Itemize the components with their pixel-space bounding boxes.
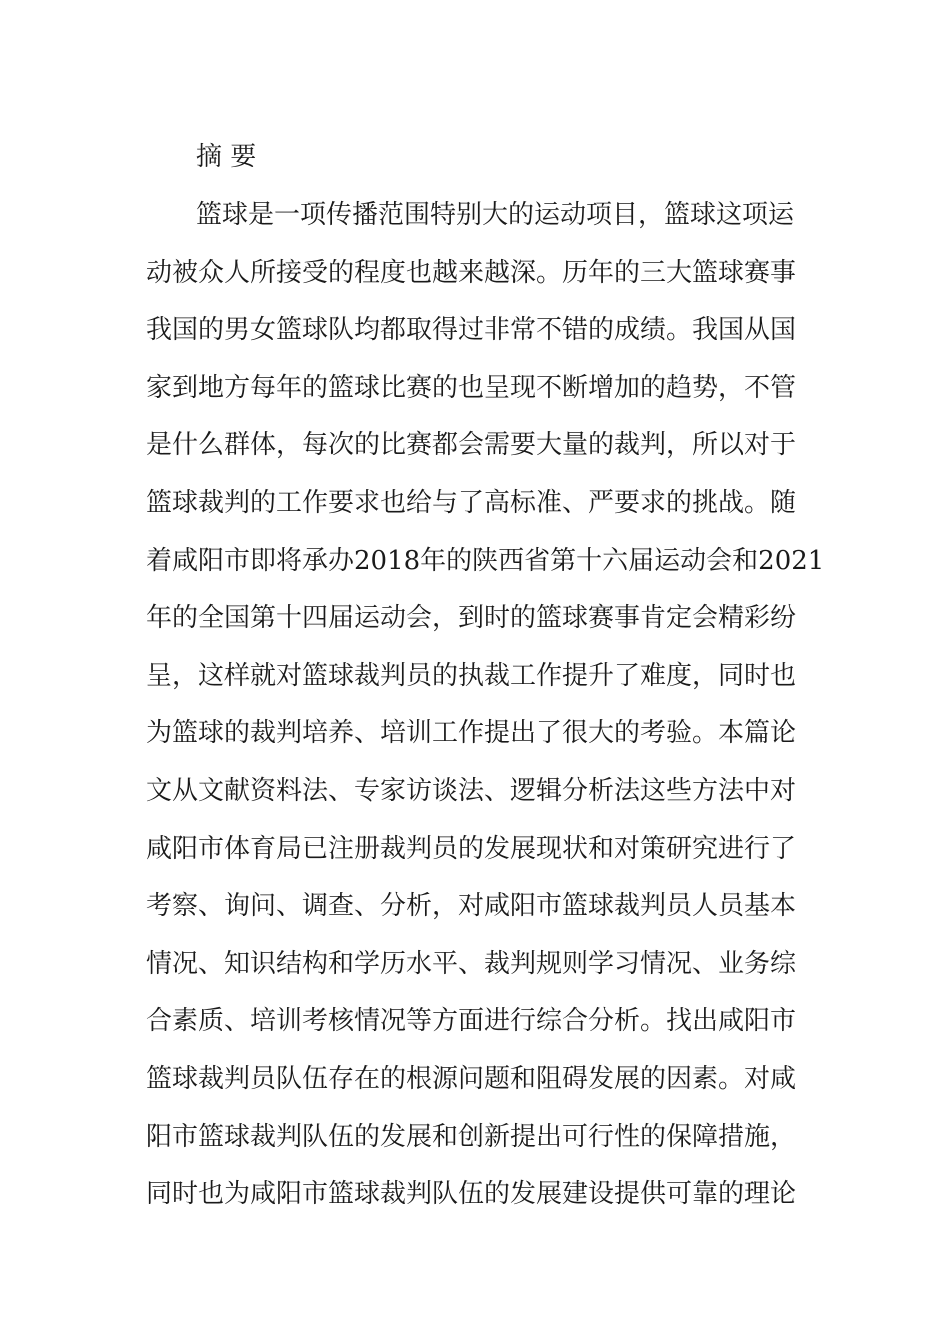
- abstract-line: 阳市篮球裁判队伍的发展和创新提出可行性的保障措施，: [146, 1121, 797, 1152]
- abstract-line: 动被众人所接受的程度也越来越深。历年的三大篮球赛事: [146, 257, 797, 288]
- abstract-line: 为篮球的裁判培养、培训工作提出了很大的考验。本篇论: [146, 718, 797, 749]
- abstract-line: 咸阳市体育局已注册裁判员的发展现状和对策研究进行了: [146, 833, 797, 864]
- abstract-line: 家到地方每年的篮球比赛的也呈现不断增加的趋势，不管: [146, 372, 797, 403]
- abstract-line: 同时也为咸阳市篮球裁判队伍的发展建设提供可靠的理论: [146, 1179, 797, 1210]
- abstract-line: 合素质、培训考核情况等方面进行综合分析。找出咸阳市: [146, 1006, 797, 1037]
- abstract-line: 篮球裁判员队伍存在的根源问题和阻碍发展的因素。对咸: [146, 1063, 797, 1094]
- abstract-line: 情况、知识结构和学历水平、裁判规则学习情况、业务综: [146, 948, 797, 979]
- abstract-line: 年的全国第十四届运动会，到时的篮球赛事肯定会精彩纷: [146, 603, 797, 634]
- abstract-line: 考察、询问、调查、分析，对咸阳市篮球裁判员人员基本: [146, 891, 797, 922]
- abstract-line: 篮球是一项传播范围特别大的运动项目，篮球这项运: [196, 200, 795, 230]
- abstract-line: 着咸阳市即将承办2018年的陕西省第十六届运动会和2021: [146, 545, 825, 576]
- abstract-heading: 摘 要: [196, 142, 257, 172]
- abstract-body: [146, 193, 825, 1230]
- abstract-line: 文从文献资料法、专家访谈法、逻辑分析法这些方法中对: [146, 775, 797, 806]
- abstract-line: 我国的男女篮球队均都取得过非常不错的成绩。我国从国: [146, 315, 797, 346]
- abstract-line: 呈，这样就对篮球裁判员的执裁工作提升了难度，同时也: [146, 660, 797, 691]
- abstract-line: 是什么群体，每次的比赛都会需要大量的裁判，所以对于: [146, 430, 797, 461]
- abstract-line: 篮球裁判的工作要求也给与了高标准、严要求的挑战。随: [146, 487, 797, 518]
